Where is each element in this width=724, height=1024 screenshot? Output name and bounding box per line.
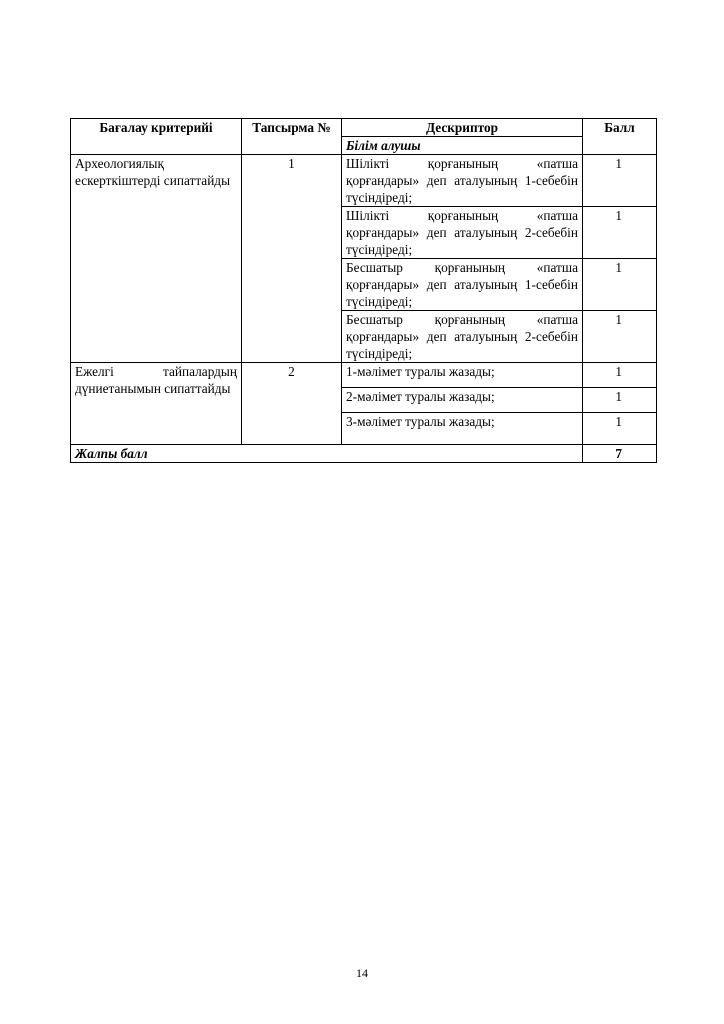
score-cell: 1 [583, 413, 657, 445]
total-value: 7 [583, 445, 657, 463]
score-cell: 1 [583, 207, 657, 259]
descriptor-cell: 3-мәлімет туралы жазады; [342, 413, 583, 445]
score-cell: 1 [583, 388, 657, 413]
score-cell: 1 [583, 311, 657, 363]
criterion-cell: Ежелгі тайпалардың дүниетанымын сипаттайды [71, 363, 242, 445]
total-row [71, 445, 657, 463]
score-cell: 1 [583, 259, 657, 311]
descriptor-cell: Бесшатыр қорғанының «патша қорғандары» деп аталуының 2-себебін түсіндіреді; [342, 311, 583, 363]
table-header-row [71, 119, 657, 137]
descriptor-cell: Бесшатыр қорғанының «патша қорғандары» деп аталуының 1-себебін түсіндіреді; [342, 259, 583, 311]
page-number: 14 [356, 966, 368, 980]
descriptor-cell: 1-мәлімет туралы жазады; [342, 363, 583, 388]
assessment-rubric-table [70, 118, 657, 463]
task-number-cell: 2 [242, 363, 342, 445]
header-descriptor: Дескриптор [342, 119, 583, 137]
total-label: Жалпы балл [71, 445, 583, 463]
score-cell: 1 [583, 363, 657, 388]
header-criterion: Бағалау критерийі [71, 119, 242, 155]
subheader-learner: Білім алушы [342, 137, 583, 155]
table-row [71, 155, 657, 207]
table-row [71, 363, 657, 388]
descriptor-cell: Шілікті қорғанының «патша қорғандары» деп аталуының 2-себебін түсіндіреді; [342, 207, 583, 259]
header-score: Балл [583, 119, 657, 155]
criterion-cell: Археологиялық ескерткіштерді сипаттайды [71, 155, 242, 363]
header-task: Тапсырма № [242, 119, 342, 155]
descriptor-cell: 2-мәлімет туралы жазады; [342, 388, 583, 413]
task-number-cell: 1 [242, 155, 342, 363]
score-cell: 1 [583, 155, 657, 207]
descriptor-cell: Шілікті қорғанының «патша қорғандары» деп аталуының 1-себебін түсіндіреді; [342, 155, 583, 207]
